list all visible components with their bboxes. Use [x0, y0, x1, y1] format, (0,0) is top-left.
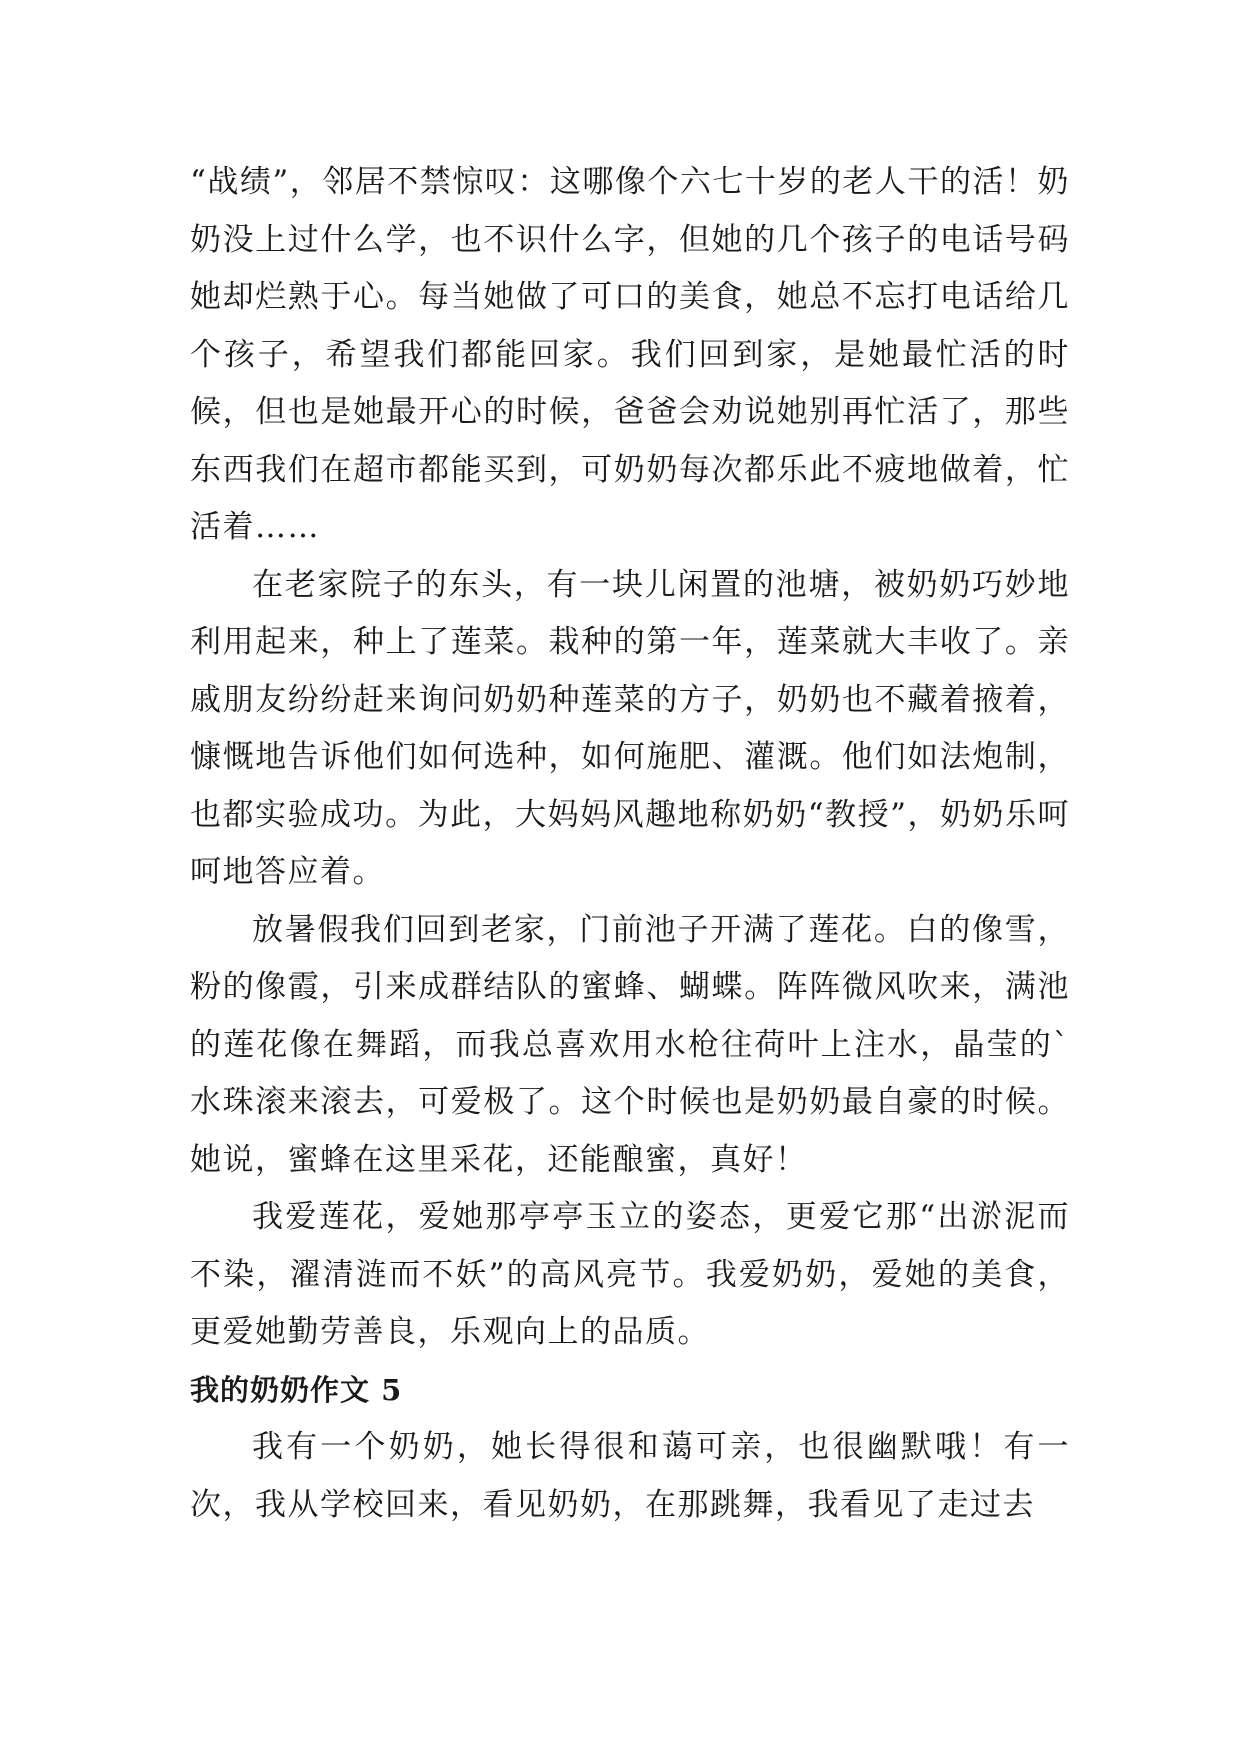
document-body [190, 154, 1070, 1534]
paragraph-continued: “战绩”，邻居不禁惊叹：这哪像个六七十岁的老人干的活！奶奶没上过什么学，也不识什么字，但她的几个孩子的电话号码她却烂熟于心。每当她做了可口的美食，她总不忘打电话给几个孩子，希望我们都能回家。我们回到家，是她最忙活的时候，但也是她最开心的时候，爸爸会劝说她别再忙活了，那些东西我们在超市都能买到，可奶奶每次都乐此不疲地做着，忙活着…… [190, 164, 1070, 545]
section-heading: 我的奶奶作文 5 [190, 1372, 403, 1407]
paragraph-summer-vacation: 放暑假我们回到老家，门前池子开满了莲花。白的像雪，粉的像霞，引来成群结队的蜜蜂、蝴蝶。阵阵微风吹来，满池的莲花像在舞蹈，而我总喜欢用水枪往荷叶上注水，晶莹的`水珠滚来滚去，可爱极了。这个时候也是奶奶最自豪的时候。她说，蜜蜂在这里采花，还能酿蜜，真好！ [190, 911, 1070, 1178]
paragraph-essay-5-intro: 我有一个奶奶，她长得很和蔼可亲，也很幽默哦！有一次，我从学校回来，看见奶奶，在那跳舞，我看见了走过去 [190, 1429, 1070, 1523]
paragraph-love-lotus: 我爱莲花，爱她那亭亭玉立的姿态，更爱它那“出淤泥而不染，濯清涟而不妖”的高风亮节。我爱奶奶，爱她的美食，更爱她勤劳善良，乐观向上的品质。 [190, 1199, 1070, 1350]
paragraph-lotus-pond: 在老家院子的东头，有一块儿闲置的池塘，被奶奶巧妙地利用起来，种上了莲菜。栽种的第一年，莲菜就大丰收了。亲戚朋友纷纷赶来询问奶奶种莲菜的方子，奶奶也不藏着掖着，慷慨地告诉他们如何选种，如何施肥、灌溉。他们如法炮制，也都实验成功。为此，大妈妈风趣地称奶奶“教授”，奶奶乐呵呵地答应着。 [190, 566, 1070, 890]
